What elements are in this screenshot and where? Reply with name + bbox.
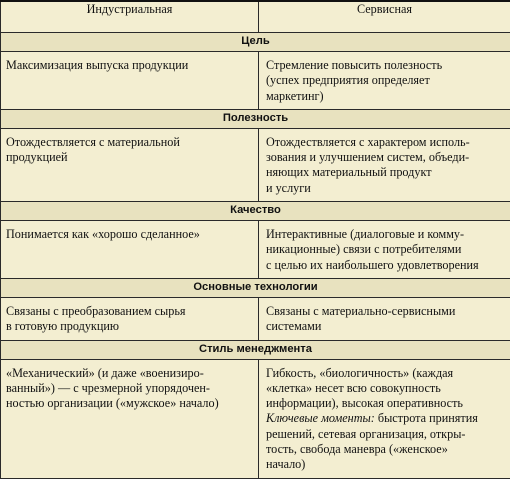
industrial-cell xyxy=(1,221,259,279)
text-line: (успех предприятия определяет xyxy=(266,73,504,88)
text-line: ванный») — с чрезмерной упорядочен- xyxy=(6,381,252,396)
section-header-quality xyxy=(1,202,510,221)
text-line: Связаны с преобразованием сырья xyxy=(6,304,252,319)
text-line: решений, сетевая организация, откры- xyxy=(266,427,504,442)
section-header-management-style xyxy=(1,340,510,359)
industrial-cell xyxy=(1,297,259,340)
section-row-management-style xyxy=(1,359,510,478)
service-cell xyxy=(259,297,510,340)
text-line: ностью организации («мужское» начало) xyxy=(6,396,252,411)
column-header-industrial: Индустриальная xyxy=(1,1,259,33)
section-row-quality xyxy=(1,221,510,279)
text-line: с целью их наибольшего удовлетворения xyxy=(266,258,504,273)
section-title: Стиль менеджмента xyxy=(1,340,510,359)
section-row-goal xyxy=(1,52,510,110)
section-row-technologies xyxy=(1,297,510,340)
section-header-utility xyxy=(1,109,510,128)
text-line: Отождествляется с характером исполь- xyxy=(266,135,504,150)
text-line: Интерактивные (диалоговые и комму- xyxy=(266,227,504,242)
text-line: Гибкость, «биологичность» (каждая xyxy=(266,366,504,381)
text-line: «Механический» (и даже «военизиро- xyxy=(6,366,252,381)
section-title: Качество xyxy=(1,202,510,221)
text-line: системами xyxy=(266,319,504,334)
service-cell xyxy=(259,128,510,201)
section-header-technologies xyxy=(1,278,510,297)
text-line: информации), высокая оперативность xyxy=(266,396,504,411)
text-line: маркетинг) xyxy=(266,89,504,104)
industrial-cell xyxy=(1,128,259,201)
text-line: Отождествляется с материальной xyxy=(6,135,252,150)
industrial-cell xyxy=(1,359,259,478)
text-line: зования и улучшением систем, объеди- xyxy=(266,150,504,165)
service-cell xyxy=(259,52,510,110)
column-header-row xyxy=(1,1,510,33)
text-line: в готовую продукцию xyxy=(6,319,252,334)
text-line-mixed xyxy=(266,411,504,426)
text-line: Связаны с материально-сервисными xyxy=(266,304,504,319)
text-line: никационные) связи с потребителями xyxy=(266,242,504,257)
text-line: Максимизация выпуска продукции xyxy=(6,58,252,73)
text-line: и услуги xyxy=(266,181,504,196)
text-line: Понимается как «хорошо сделанное» xyxy=(6,227,252,242)
text-line: начало) xyxy=(266,457,504,472)
section-row-utility xyxy=(1,128,510,201)
service-cell xyxy=(259,221,510,279)
key-points-label: Ключевые моменты: xyxy=(266,411,375,425)
column-header-service: Сервисная xyxy=(259,1,510,33)
text-line: «клетка» несет всю совокупность xyxy=(266,381,504,396)
text-line: няющих материальный продукт xyxy=(266,165,504,180)
section-header-goal xyxy=(1,33,510,52)
text-line: тость, свобода маневра («женское» xyxy=(266,442,504,457)
section-title: Основные технологии xyxy=(1,278,510,297)
service-cell xyxy=(259,359,510,478)
text-line: продукцией xyxy=(6,150,252,165)
industrial-cell xyxy=(1,52,259,110)
section-title: Цель xyxy=(1,33,510,52)
text-line: Стремление повысить полезность xyxy=(266,58,504,73)
section-title: Полезность xyxy=(1,109,510,128)
key-points-text: быстрота принятия xyxy=(378,411,478,425)
